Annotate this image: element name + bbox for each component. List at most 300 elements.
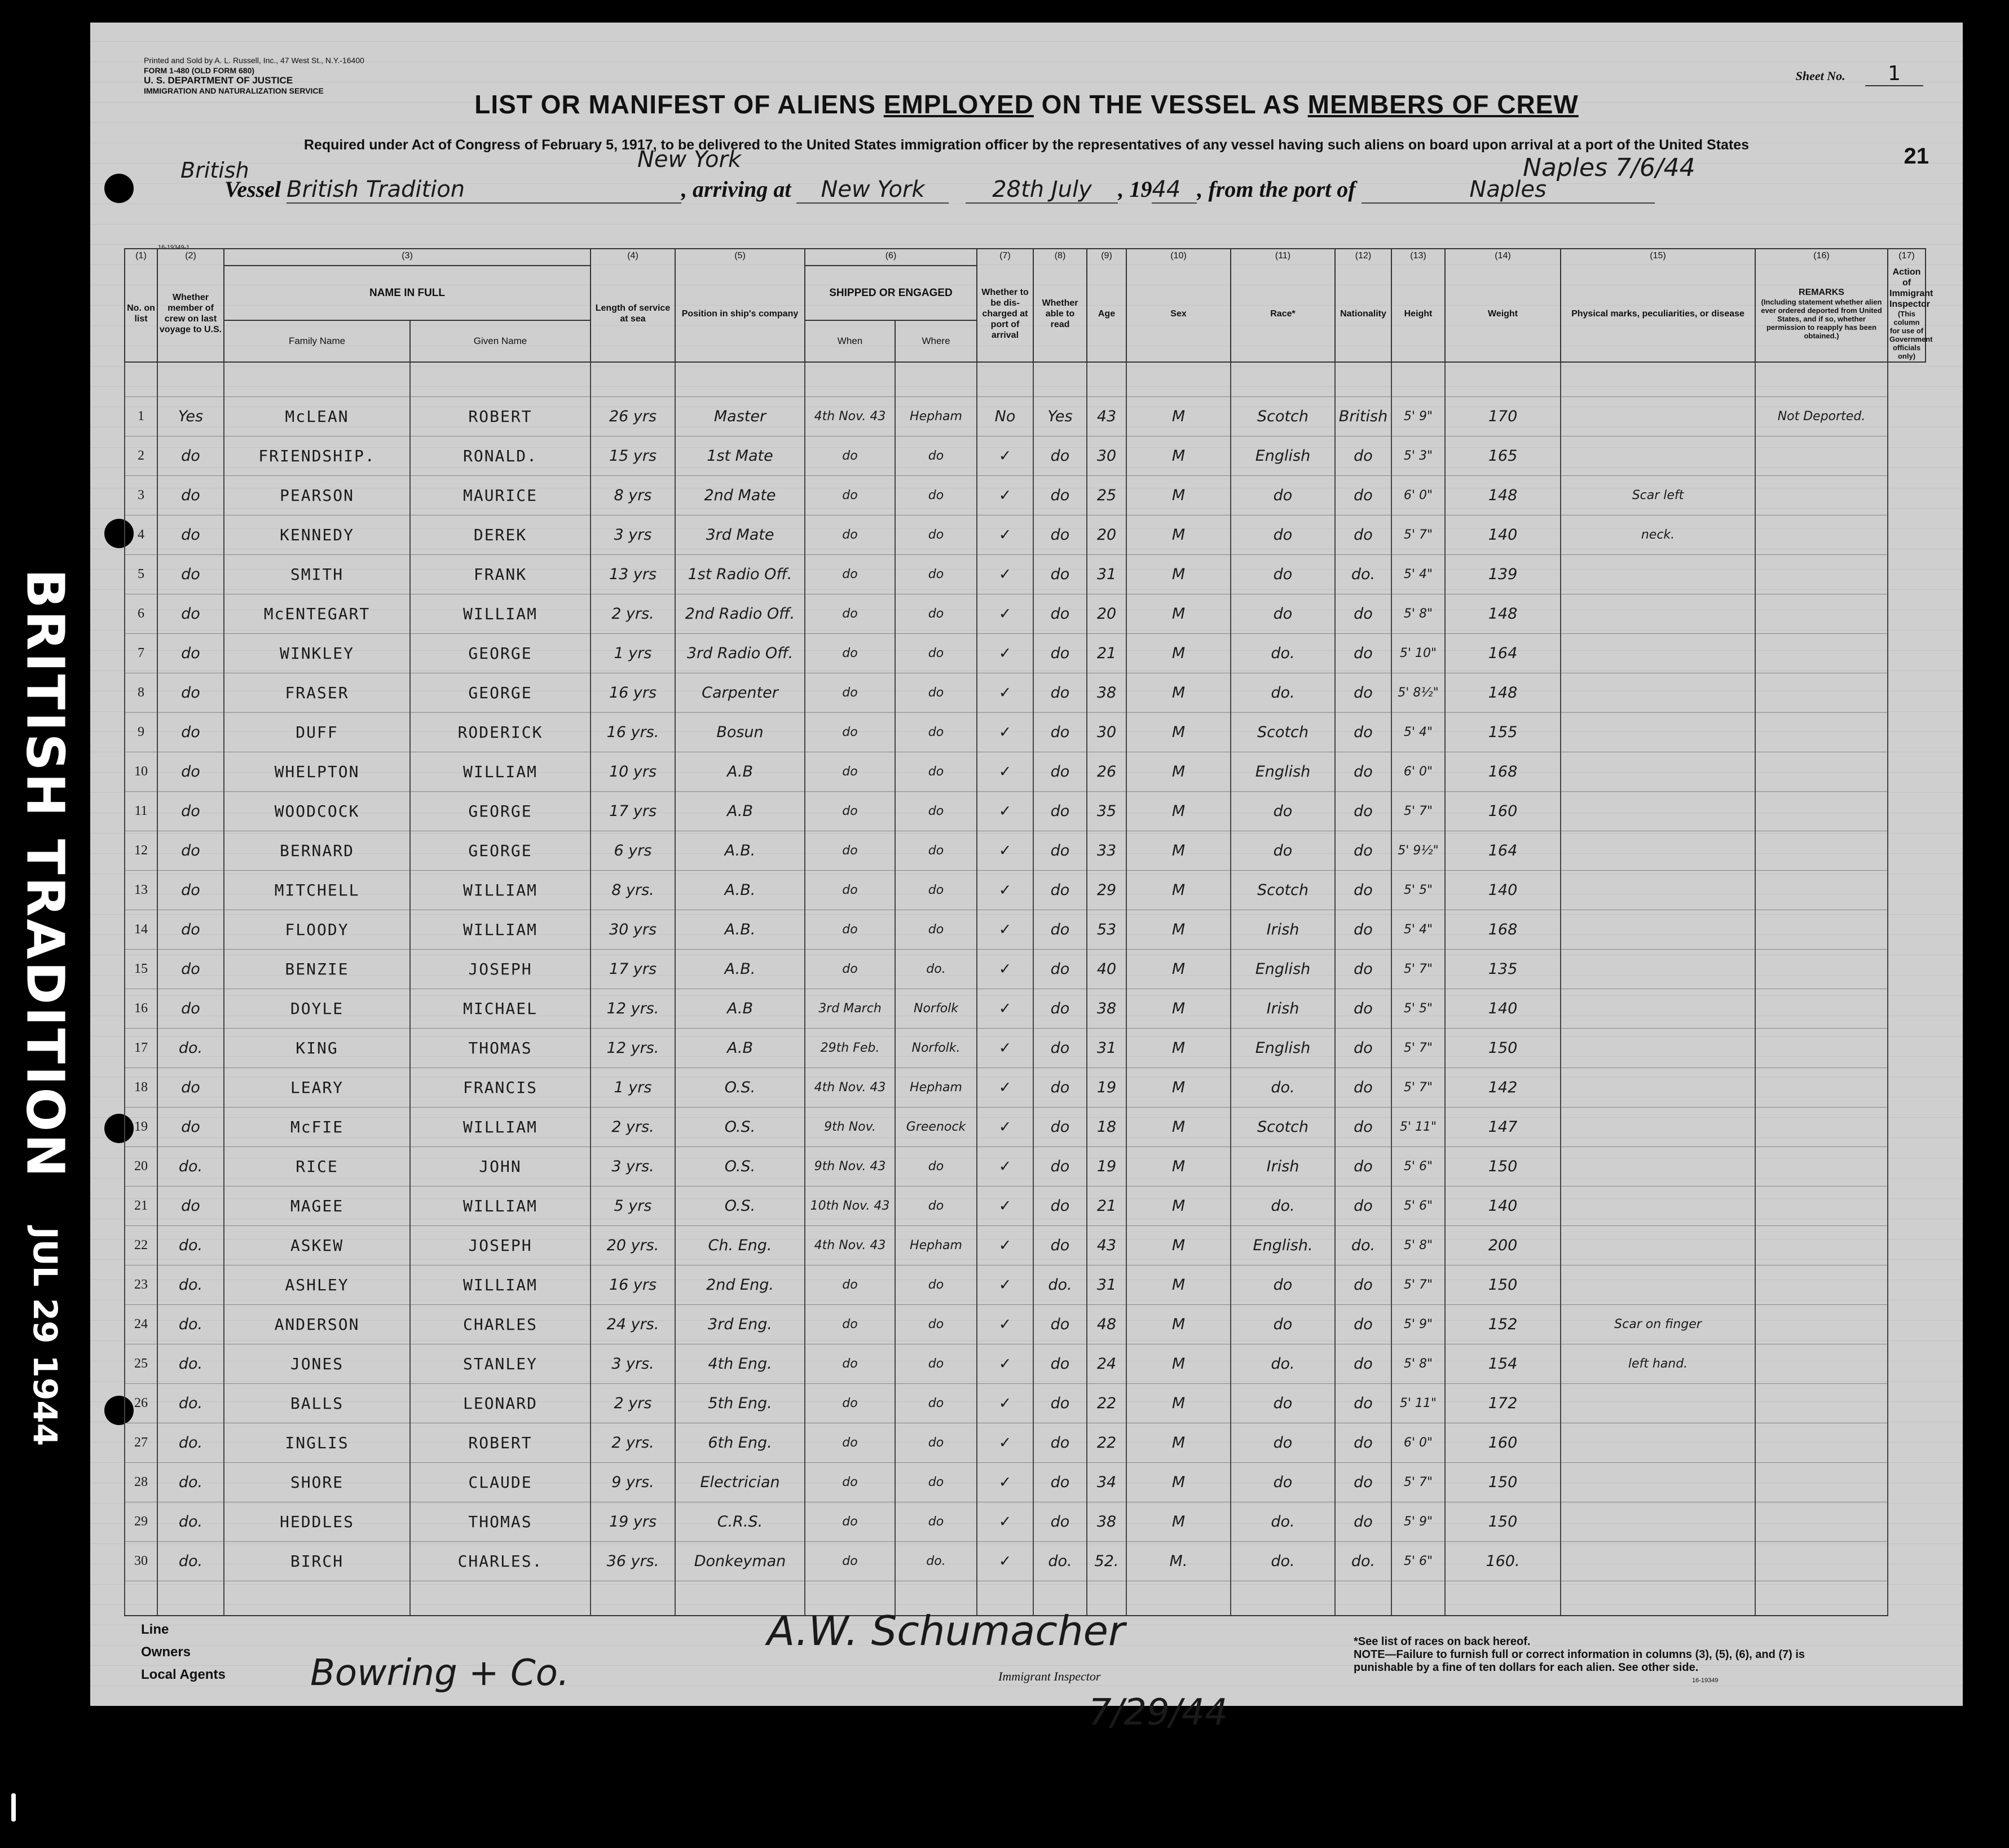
crew-row — [125, 1502, 1926, 1542]
cell-ship-position: 3rd Radio Off. — [675, 634, 805, 673]
cell-row-number: 15 — [125, 950, 157, 989]
cell-sex: M — [1126, 1187, 1231, 1226]
cell-given-name: WILLIAM — [410, 871, 591, 910]
cell-discharge-flag: ✓ — [977, 1029, 1033, 1068]
note-code: 16-19349 — [1692, 1677, 1719, 1684]
header-physical-marks: Physical marks, peculiarities, or disease — [1561, 266, 1755, 362]
cell-remarks — [1755, 871, 1888, 910]
cell-sex: M — [1126, 555, 1231, 594]
blank-cell — [1335, 1581, 1391, 1616]
cell-able-to-read: do — [1033, 515, 1087, 555]
cell-family-name: INGLIS — [224, 1423, 410, 1463]
cell-family-name: BERNARD — [224, 831, 410, 871]
cell-engaged-when: do — [805, 871, 895, 910]
col-number: (5) — [675, 249, 805, 266]
cell-engaged-when: do — [805, 634, 895, 673]
cell-engaged-when: 9th Nov. — [805, 1108, 895, 1147]
cell-race: do. — [1231, 1068, 1335, 1108]
cell-sex: M — [1126, 1029, 1231, 1068]
cell-height: 5' 10" — [1391, 634, 1445, 673]
cell-row-number: 20 — [125, 1147, 157, 1187]
header-height: Height — [1391, 266, 1445, 362]
cell-physical-marks: left hand. — [1561, 1344, 1755, 1384]
cell-nationality: do — [1335, 476, 1391, 515]
cell-crew-last-voyage: do — [157, 713, 224, 752]
cell-nationality: do — [1335, 634, 1391, 673]
cell-physical-marks — [1561, 1463, 1755, 1502]
cell-service-length: 15 yrs — [591, 436, 675, 476]
cell-engaged-when: do — [805, 950, 895, 989]
crew-manifest-table — [124, 248, 1933, 1616]
cell-physical-marks — [1561, 1108, 1755, 1147]
cell-physical-marks — [1561, 436, 1755, 476]
cell-race: do. — [1231, 1344, 1335, 1384]
form-title — [90, 89, 1963, 120]
crew-row — [125, 594, 1926, 634]
cell-race: Scotch — [1231, 871, 1335, 910]
cell-engaged-when: do — [805, 1423, 895, 1463]
cell-given-name: STANLEY — [410, 1344, 591, 1384]
crew-row — [125, 1542, 1926, 1581]
cell-row-number: 10 — [125, 752, 157, 792]
cell-nationality: do — [1335, 871, 1391, 910]
col-number: (8) — [1033, 249, 1087, 266]
cell-age: 31 — [1087, 555, 1126, 594]
crew-row — [125, 555, 1926, 594]
cell-family-name: MAGEE — [224, 1187, 410, 1226]
cell-sex: M. — [1126, 1542, 1231, 1581]
cell-sex: M — [1126, 476, 1231, 515]
cell-engaged-where: do. — [895, 950, 977, 989]
cell-sex: M — [1126, 397, 1231, 436]
cell-age: 30 — [1087, 436, 1126, 476]
cell-discharge-flag: ✓ — [977, 555, 1033, 594]
cell-crew-last-voyage: do — [157, 989, 224, 1029]
cell-discharge-flag: ✓ — [977, 792, 1033, 831]
cell-family-name: KENNEDY — [224, 515, 410, 555]
cell-ship-position: C.R.S. — [675, 1502, 805, 1542]
cell-nationality: do — [1335, 1029, 1391, 1068]
cell-ship-position: 2nd Radio Off. — [675, 594, 805, 634]
cell-race: do — [1231, 594, 1335, 634]
cell-nationality: do — [1335, 1147, 1391, 1187]
cell-engaged-when: do — [805, 792, 895, 831]
blank-cell — [224, 1581, 410, 1616]
cell-service-length: 5 yrs — [591, 1187, 675, 1226]
inspector-label: Immigrant Inspector — [998, 1669, 1101, 1683]
cell-family-name: RICE — [224, 1147, 410, 1187]
cell-row-number: 17 — [125, 1029, 157, 1068]
cell-remarks — [1755, 1502, 1888, 1542]
cell-sex: M — [1126, 673, 1231, 713]
header-action — [1888, 266, 1933, 362]
cell-given-name: DEREK — [410, 515, 591, 555]
action-title: Action of Immigrant Inspector — [1889, 267, 1933, 309]
cell-row-number: 11 — [125, 792, 157, 831]
cell-service-length: 17 yrs — [591, 950, 675, 989]
cell-service-length: 8 yrs. — [591, 871, 675, 910]
cell-service-length: 3 yrs. — [591, 1344, 675, 1384]
cell-crew-last-voyage: do — [157, 673, 224, 713]
cell-family-name: FRIENDSHIP. — [224, 436, 410, 476]
cell-given-name: RODERICK — [410, 713, 591, 752]
cell-given-name: JOSEPH — [410, 950, 591, 989]
cell-ship-position: A.B. — [675, 871, 805, 910]
cell-family-name: DUFF — [224, 713, 410, 752]
stamp-date-text: JUL 29 1944 — [26, 1227, 64, 1446]
col-number: (17) — [1888, 249, 1926, 266]
cell-able-to-read: do — [1033, 1384, 1087, 1423]
cell-service-length: 12 yrs. — [591, 989, 675, 1029]
cell-ship-position: Carpenter — [675, 673, 805, 713]
arrival-port: New York — [796, 177, 949, 204]
cell-nationality: do — [1335, 1265, 1391, 1305]
imprint-line: FORM 1-480 (OLD FORM 680) — [144, 66, 255, 75]
crew-row — [125, 989, 1926, 1029]
cell-given-name: LEONARD — [410, 1384, 591, 1423]
cell-weight: 140 — [1445, 1187, 1561, 1226]
cell-engaged-where: do — [895, 752, 977, 792]
cell-row-number: 8 — [125, 673, 157, 713]
cell-family-name: SHORE — [224, 1463, 410, 1502]
cell-race: do — [1231, 1423, 1335, 1463]
cell-ship-position: Donkeyman — [675, 1542, 805, 1581]
cell-family-name: WHELPTON — [224, 752, 410, 792]
cell-nationality: do — [1335, 436, 1391, 476]
cell-crew-last-voyage: do. — [157, 1502, 224, 1542]
year-prefix: , 19 — [1118, 177, 1152, 202]
cell-nationality: do — [1335, 1068, 1391, 1108]
cell-able-to-read: do — [1033, 555, 1087, 594]
blank-cell — [591, 1581, 675, 1616]
stamp-ship-name-text: BRITISH TRADITION — [15, 568, 76, 1180]
cell-engaged-where: do — [895, 831, 977, 871]
cell-engaged-when: do — [805, 594, 895, 634]
col-number: (4) — [591, 249, 675, 266]
cell-nationality: do — [1335, 910, 1391, 950]
cell-row-number: 25 — [125, 1344, 157, 1384]
cell-discharge-flag: ✓ — [977, 1502, 1033, 1542]
ship-name-stamp — [11, 568, 79, 1489]
cell-nationality: do — [1335, 594, 1391, 634]
cell-remarks — [1755, 1029, 1888, 1068]
cell-weight: 168 — [1445, 910, 1561, 950]
cell-given-name: WILLIAM — [410, 1187, 591, 1226]
cell-height: 6' 0" — [1391, 1423, 1445, 1463]
cell-remarks — [1755, 1305, 1888, 1344]
cell-height: 5' 9" — [1391, 1502, 1445, 1542]
vessel-name: British Tradition — [287, 177, 681, 204]
cell-race: do — [1231, 792, 1335, 831]
cell-able-to-read: do — [1033, 1423, 1087, 1463]
cell-age: 52. — [1087, 1542, 1126, 1581]
races-note: *See list of races on back hereof. — [1354, 1635, 1531, 1648]
cell-sex: M — [1126, 1068, 1231, 1108]
header-shipped-engaged: SHIPPED OR ENGAGED — [805, 266, 977, 320]
imprint-line: U. S. DEPARTMENT OF JUSTICE — [144, 75, 293, 86]
cell-row-number: 19 — [125, 1108, 157, 1147]
cell-family-name: MITCHELL — [224, 871, 410, 910]
cell-crew-last-voyage: do — [157, 871, 224, 910]
cell-given-name: FRANCIS — [410, 1068, 591, 1108]
cell-sex: M — [1126, 910, 1231, 950]
crew-rows — [125, 362, 1926, 1616]
cell-engaged-when: 4th Nov. 43 — [805, 397, 895, 436]
cell-family-name: BALLS — [224, 1384, 410, 1423]
cell-weight: 172 — [1445, 1384, 1561, 1423]
cell-ship-position: O.S. — [675, 1147, 805, 1187]
blank-cell — [1391, 1581, 1445, 1616]
cell-sex: M — [1126, 1147, 1231, 1187]
cell-discharge-flag: ✓ — [977, 950, 1033, 989]
cell-engaged-when: do — [805, 910, 895, 950]
cell-able-to-read: do — [1033, 1305, 1087, 1344]
cell-crew-last-voyage: do. — [157, 1226, 224, 1265]
cell-sex: M — [1126, 871, 1231, 910]
arrival-year: 44 — [1152, 177, 1197, 204]
cell-engaged-when: do — [805, 752, 895, 792]
header-name-in-full: NAME IN FULL — [224, 266, 591, 320]
imprint-line: Printed and Sold by A. L. Russell, Inc., 47 West St., N.Y.-16400 — [144, 56, 364, 65]
cell-engaged-when: 29th Feb. — [805, 1029, 895, 1068]
cell-height: 5' 4" — [1391, 910, 1445, 950]
footer-note — [1354, 1635, 1856, 1687]
cell-age: 21 — [1087, 1187, 1126, 1226]
cell-given-name: CHARLES. — [410, 1542, 591, 1581]
header-sex: Sex — [1126, 266, 1231, 362]
cell-race: do. — [1231, 1542, 1335, 1581]
cell-crew-last-voyage: do. — [157, 1384, 224, 1423]
header-remarks — [1755, 266, 1888, 362]
cell-engaged-where: do — [895, 1305, 977, 1344]
title-part: MEMBERS OF CREW — [1307, 90, 1579, 119]
cell-discharge-flag: ✓ — [977, 634, 1033, 673]
cell-race: do — [1231, 1384, 1335, 1423]
cell-service-length: 36 yrs. — [591, 1542, 675, 1581]
cell-nationality: do — [1335, 1108, 1391, 1147]
cell-ship-position: 4th Eng. — [675, 1344, 805, 1384]
cell-physical-marks — [1561, 1226, 1755, 1265]
crew-row — [125, 1305, 1926, 1344]
cell-row-number: 26 — [125, 1384, 157, 1423]
col-number: (13) — [1391, 249, 1445, 266]
cell-physical-marks — [1561, 910, 1755, 950]
cell-family-name: BIRCH — [224, 1542, 410, 1581]
cell-ship-position: A.B. — [675, 910, 805, 950]
vessel-line — [224, 176, 1655, 204]
crew-row — [125, 397, 1926, 436]
cell-crew-last-voyage: do — [157, 752, 224, 792]
cell-nationality: do — [1335, 752, 1391, 792]
cell-family-name: WOODCOCK — [224, 792, 410, 831]
title-part: EMPLOYED — [883, 90, 1034, 119]
col-number: (1) — [125, 249, 157, 266]
cell-sex: M — [1126, 1463, 1231, 1502]
penalty-note: NOTE—Failure to furnish full or correct information in columns (3), (5), (6), and (7) is punishable by a fine of ten dollars for each alien. See other side. — [1354, 1648, 1805, 1674]
cell-weight: 164 — [1445, 634, 1561, 673]
cell-nationality: do — [1335, 792, 1391, 831]
col-number: (6) — [805, 249, 977, 266]
cell-given-name: CLAUDE — [410, 1463, 591, 1502]
cell-engaged-where: do — [895, 1344, 977, 1384]
col-number: (15) — [1561, 249, 1755, 266]
cell-race: do — [1231, 1265, 1335, 1305]
imprint-line: IMMIGRATION AND NATURALIZATION SERVICE — [144, 86, 324, 95]
cell-discharge-flag: ✓ — [977, 989, 1033, 1029]
cell-ship-position: 6th Eng. — [675, 1423, 805, 1463]
cell-physical-marks — [1561, 1423, 1755, 1463]
cell-given-name: GEORGE — [410, 831, 591, 871]
cell-given-name: ROBERT — [410, 397, 591, 436]
cell-height: 5' 6" — [1391, 1542, 1445, 1581]
cell-age: 31 — [1087, 1029, 1126, 1068]
cell-crew-last-voyage: do — [157, 555, 224, 594]
cell-physical-marks — [1561, 831, 1755, 871]
cell-family-name: ASHLEY — [224, 1265, 410, 1305]
cell-crew-last-voyage: do. — [157, 1542, 224, 1581]
cell-weight: 160 — [1445, 792, 1561, 831]
header-where: Where — [895, 320, 977, 362]
sheet-number-field — [1796, 62, 1923, 85]
cell-race: do. — [1231, 634, 1335, 673]
cell-nationality: do. — [1335, 1226, 1391, 1265]
cell-discharge-flag: ✓ — [977, 476, 1033, 515]
cell-remarks — [1755, 515, 1888, 555]
cell-given-name: JOHN — [410, 1147, 591, 1187]
cell-remarks — [1755, 1384, 1888, 1423]
blank-row — [125, 362, 1926, 397]
cell-physical-marks: neck. — [1561, 515, 1755, 555]
cell-physical-marks: Scar on finger — [1561, 1305, 1755, 1344]
cell-row-number: 21 — [125, 1187, 157, 1226]
cell-sex: M — [1126, 989, 1231, 1029]
cell-physical-marks — [1561, 752, 1755, 792]
cell-race: do. — [1231, 1187, 1335, 1226]
cell-age: 24 — [1087, 1344, 1126, 1384]
crew-row — [125, 950, 1926, 989]
cell-able-to-read: do — [1033, 1502, 1087, 1542]
cell-physical-marks — [1561, 989, 1755, 1029]
cell-engaged-where: Hepham — [895, 397, 977, 436]
cell-service-length: 1 yrs — [591, 1068, 675, 1108]
cell-crew-last-voyage: do — [157, 792, 224, 831]
cell-height: 5' 8" — [1391, 594, 1445, 634]
cell-physical-marks — [1561, 1029, 1755, 1068]
cell-age: 48 — [1087, 1305, 1126, 1344]
cell-crew-last-voyage: do. — [157, 1029, 224, 1068]
cell-crew-last-voyage: do — [157, 831, 224, 871]
cell-height: 6' 0" — [1391, 752, 1445, 792]
cell-race: English — [1231, 436, 1335, 476]
cell-height: 5' 4" — [1391, 713, 1445, 752]
inspector-signature: A.W. Schumacher — [767, 1607, 1125, 1655]
cell-physical-marks — [1561, 1068, 1755, 1108]
cell-able-to-read: do — [1033, 1147, 1087, 1187]
cell-physical-marks — [1561, 1542, 1755, 1581]
cell-weight: 150 — [1445, 1502, 1561, 1542]
cell-crew-last-voyage: do — [157, 1068, 224, 1108]
cell-sex: M — [1126, 1265, 1231, 1305]
cell-row-number: 13 — [125, 871, 157, 910]
cell-physical-marks — [1561, 397, 1755, 436]
cell-height: 5' 9½" — [1391, 831, 1445, 871]
cell-discharge-flag: ✓ — [977, 1463, 1033, 1502]
cell-service-length: 30 yrs — [591, 910, 675, 950]
cell-sex: M — [1126, 515, 1231, 555]
title-part: LIST OR MANIFEST OF ALIENS — [474, 90, 884, 119]
cell-weight: 142 — [1445, 1068, 1561, 1108]
cell-able-to-read: Yes — [1033, 397, 1087, 436]
cell-family-name: BENZIE — [224, 950, 410, 989]
blank-cell — [1126, 1581, 1231, 1616]
cell-sex: M — [1126, 1384, 1231, 1423]
cell-remarks — [1755, 910, 1888, 950]
cell-able-to-read: do — [1033, 831, 1087, 871]
crew-row — [125, 515, 1926, 555]
signature-date: 7/29/44 — [1089, 1692, 1228, 1734]
cell-family-name: LEARY — [224, 1068, 410, 1108]
cell-engaged-when: do — [805, 436, 895, 476]
cell-service-length: 2 yrs. — [591, 1423, 675, 1463]
cell-age: 33 — [1087, 831, 1126, 871]
cell-row-number: 22 — [125, 1226, 157, 1265]
cell-discharge-flag: ✓ — [977, 910, 1033, 950]
cell-remarks — [1755, 476, 1888, 515]
cell-engaged-where: Norfolk. — [895, 1029, 977, 1068]
cell-weight: 148 — [1445, 476, 1561, 515]
cell-ship-position: Bosun — [675, 713, 805, 752]
cell-race: do — [1231, 476, 1335, 515]
crew-row — [125, 752, 1926, 792]
cell-engaged-where: do — [895, 436, 977, 476]
cell-able-to-read: do — [1033, 950, 1087, 989]
cell-physical-marks — [1561, 1187, 1755, 1226]
cell-able-to-read: do — [1033, 634, 1087, 673]
cell-remarks — [1755, 1463, 1888, 1502]
cell-family-name: ASKEW — [224, 1226, 410, 1265]
col-number: (11) — [1231, 249, 1335, 266]
cell-remarks — [1755, 673, 1888, 713]
cell-race: Scotch — [1231, 713, 1335, 752]
header-age: Age — [1087, 266, 1126, 362]
cell-able-to-read: do — [1033, 713, 1087, 752]
cell-weight: 170 — [1445, 397, 1561, 436]
cell-remarks — [1755, 436, 1888, 476]
punch-hole — [104, 174, 134, 203]
crew-row — [125, 871, 1926, 910]
cell-nationality: British — [1335, 397, 1391, 436]
cell-given-name: MICHAEL — [410, 989, 591, 1029]
cell-row-number: 30 — [125, 1542, 157, 1581]
header-when: When — [805, 320, 895, 362]
cell-remarks: Not Deported. — [1755, 397, 1888, 436]
cell-crew-last-voyage: Yes — [157, 397, 224, 436]
cell-service-length: 19 yrs — [591, 1502, 675, 1542]
cell-sex: M — [1126, 634, 1231, 673]
cell-nationality: do — [1335, 1344, 1391, 1384]
cell-engaged-when: do — [805, 1344, 895, 1384]
cell-sex: M — [1126, 1423, 1231, 1463]
cell-engaged-when: do — [805, 1502, 895, 1542]
cell-height: 5' 7" — [1391, 1068, 1445, 1108]
vessel-name-annotation: British — [180, 158, 249, 183]
cell-engaged-where: do — [895, 476, 977, 515]
cell-service-length: 2 yrs — [591, 1384, 675, 1423]
cell-engaged-where: do — [895, 594, 977, 634]
crew-row — [125, 476, 1926, 515]
cell-able-to-read: do. — [1033, 1265, 1087, 1305]
cell-service-length: 24 yrs. — [591, 1305, 675, 1344]
